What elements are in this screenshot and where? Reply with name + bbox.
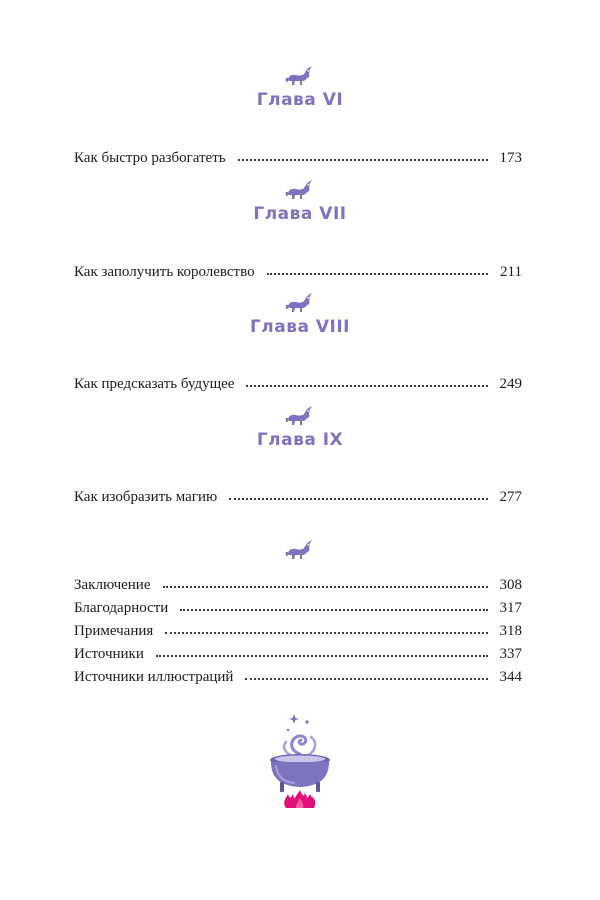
unicorn-icon [285,406,315,428]
toc-entry-label: Как быстро разбогатеть [74,150,226,166]
unicorn-icon [285,180,315,202]
chapter-title: Глава VIII [249,317,351,337]
dot-leader [246,373,488,387]
toc-entry-label: Источники [74,646,144,662]
toc-entry-conclusion[interactable] [74,575,522,594]
dot-leader [245,666,488,680]
chapter-heading-6 [0,66,600,110]
dot-leader [156,643,488,657]
toc-entry-page: 249 [499,376,522,392]
toc-entry-page: 211 [500,264,522,280]
toc-entry-label: Как предсказать будущее [74,376,235,392]
unicorn-icon [285,540,315,562]
cauldron-icon [262,710,338,810]
toc-entry-chapter-6[interactable] [74,148,522,167]
dot-leader [229,486,488,500]
unicorn-icon [285,66,315,88]
toc-entry-page: 344 [499,669,522,685]
dot-leader [165,620,488,634]
chapter-title: Глава VII [253,204,347,224]
toc-entry-illustration-sources[interactable] [74,667,522,686]
chapter-title: Глава IX [256,430,344,450]
toc-entry-chapter-9[interactable] [74,487,522,506]
dot-leader [180,597,488,611]
chapter-heading-7 [0,180,600,224]
toc-entry-page: 277 [499,489,522,505]
toc-entry-chapter-7[interactable] [74,262,522,281]
toc-entry-label: Как изобразить магию [74,489,218,505]
toc-entry-label: Как заполучить королевство [74,264,255,280]
toc-entry-notes[interactable] [74,621,522,640]
toc-entry-page: 317 [499,600,522,616]
toc-entry-page: 337 [499,646,522,662]
toc-entry-acknowledgements[interactable] [74,598,522,617]
toc-entry-sources[interactable] [74,644,522,663]
toc-entry-label: Заключение [74,577,151,593]
chapter-title: Глава VI [256,90,344,110]
dot-leader [267,261,488,275]
toc-entry-page: 308 [499,577,522,593]
toc-entry-label: Источники иллюстраций [74,669,234,685]
chapter-heading-8 [0,293,600,337]
toc-entry-label: Благодарности [74,600,169,616]
dot-leader [238,147,488,161]
unicorn-icon [285,293,315,315]
toc-entry-chapter-8[interactable] [74,374,522,393]
toc-entry-page: 318 [499,623,522,639]
toc-entry-label: Примечания [74,623,154,639]
toc-entry-page: 173 [499,150,522,166]
dot-leader [163,574,489,588]
chapter-heading-9 [0,406,600,450]
